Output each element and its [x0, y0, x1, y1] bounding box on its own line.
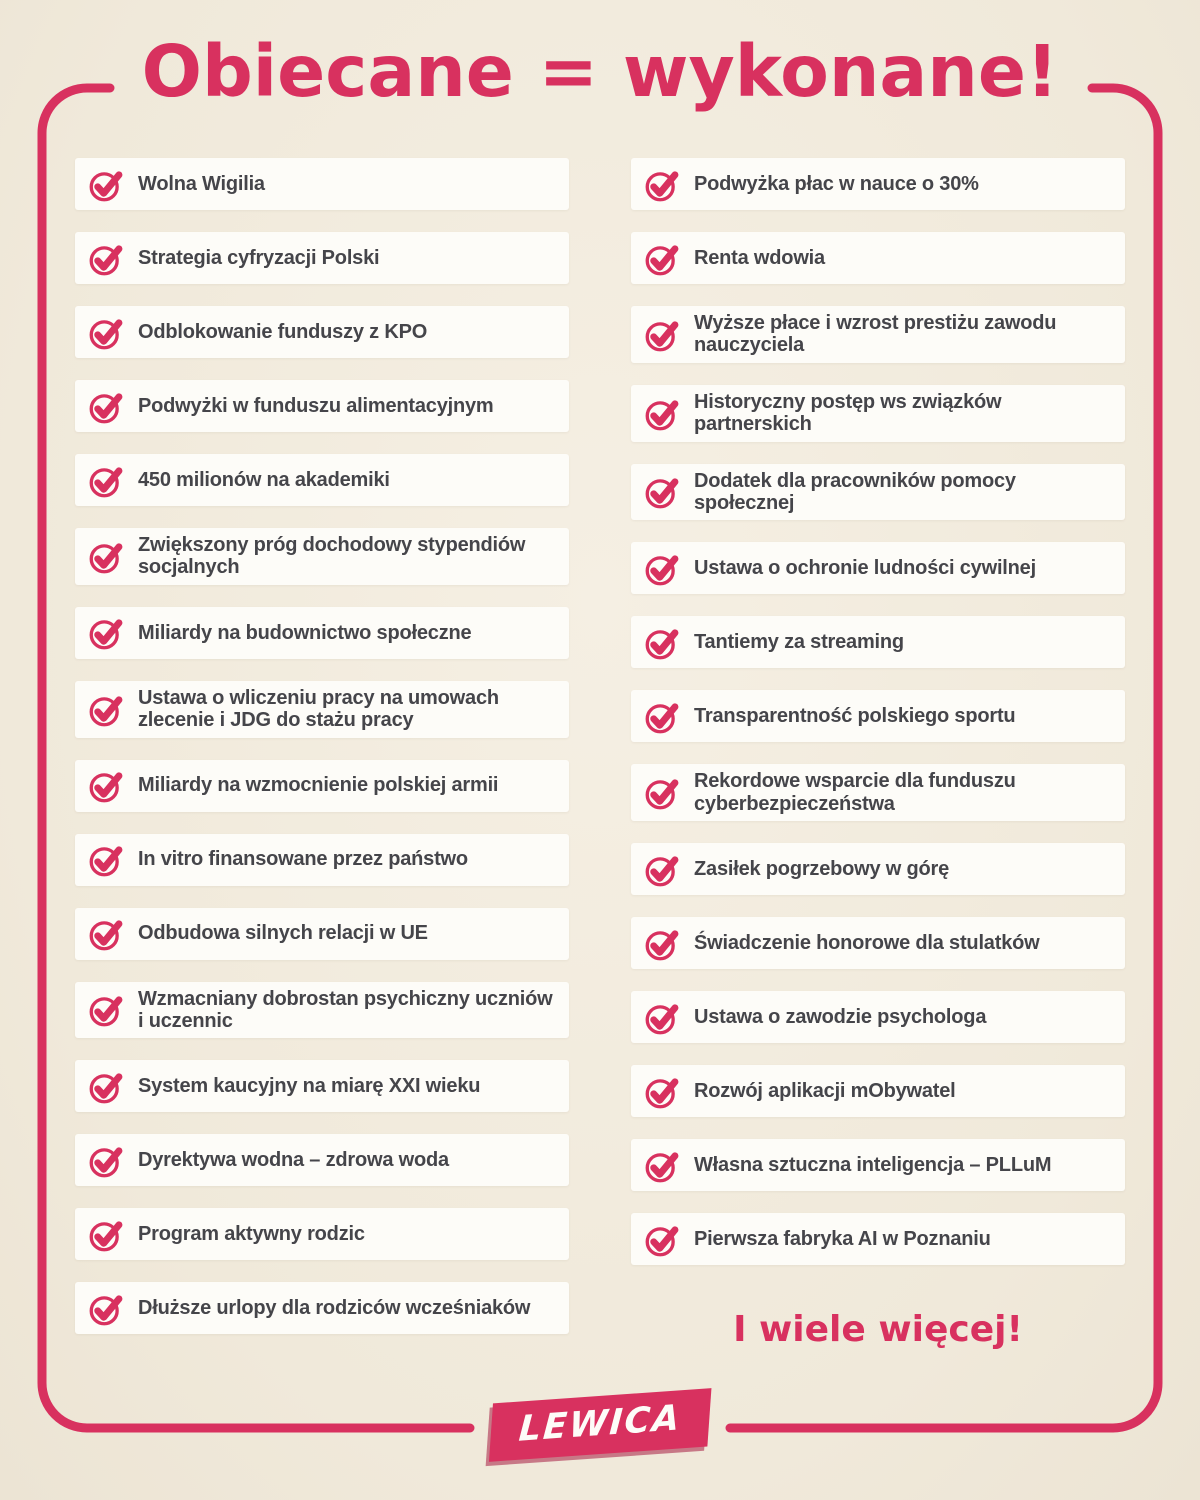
checklist-item-label: Rekordowe wsparcie dla funduszu cyberbezpieczeństwa [694, 770, 1016, 815]
checklist-item [631, 232, 1125, 284]
checklist-item [631, 542, 1125, 594]
checklist-item [631, 764, 1125, 821]
checklist-item [75, 1060, 569, 1112]
check-circle-icon [88, 767, 125, 804]
checklist-item-label: Strategia cyfryzacji Polski [138, 246, 380, 269]
checklist-item [631, 616, 1125, 668]
checklist-item-label: Miliardy na wzmocnienie polskiej armii [138, 774, 499, 797]
check-circle-icon [644, 550, 681, 587]
check-circle-icon [88, 388, 125, 425]
checklist-item [75, 760, 569, 812]
checklist-item-label: Ustawa o zawodzie psychologa [694, 1005, 987, 1028]
checklist-item [631, 306, 1125, 363]
checklist-item [75, 380, 569, 432]
checklist-item-label: Rozwój aplikacji mObywatel [694, 1079, 956, 1102]
check-circle-icon [644, 395, 681, 432]
checklist-item [631, 991, 1125, 1043]
checklist-item [75, 306, 569, 358]
checklist-item-label: Wzmacniany dobrostan psychiczny uczniów i uczennic [138, 987, 553, 1032]
check-circle-icon [88, 240, 125, 277]
checklist-item-label: Transparentność polskiego sportu [694, 705, 1016, 728]
checklist-columns [75, 158, 1125, 1350]
check-circle-icon [88, 1216, 125, 1253]
check-circle-icon [88, 991, 125, 1028]
checklist-item [75, 908, 569, 960]
checklist-item [75, 528, 569, 585]
checklist-item [75, 834, 569, 886]
checklist-item [631, 385, 1125, 442]
checklist-item [75, 1208, 569, 1260]
check-circle-icon [88, 1290, 125, 1327]
checklist-item [631, 690, 1125, 742]
check-circle-icon [88, 691, 125, 728]
lewica-logo: LEWICA [489, 1388, 711, 1462]
checklist-item [631, 464, 1125, 521]
check-circle-icon [88, 314, 125, 351]
checklist-item [631, 1139, 1125, 1191]
checklist-item [631, 1213, 1125, 1265]
check-circle-icon [88, 841, 125, 878]
checklist-item [75, 1282, 569, 1334]
check-circle-icon [88, 462, 125, 499]
check-circle-icon [88, 915, 125, 952]
check-circle-icon [644, 316, 681, 353]
checklist-item-label: Świadczenie honorowe dla stulatków [694, 931, 1040, 954]
checklist-item-label: System kaucyjny na miarę XXI wieku [138, 1075, 481, 1098]
page-title: Obiecane = wykonane! [141, 30, 1059, 113]
checklist-item-label: Zasiłek pogrzebowy w górę [694, 857, 950, 880]
left-column [75, 158, 569, 1334]
checklist-item-label: Ustawa o ochronie ludności cywilnej [694, 557, 1036, 580]
checklist-item-label: Historyczny postęp ws związków partnerskich [694, 390, 1002, 436]
checklist-item [75, 607, 569, 659]
check-circle-icon [644, 240, 681, 277]
check-circle-icon [644, 473, 681, 510]
check-circle-icon [644, 1147, 681, 1184]
right-column [631, 158, 1125, 1350]
check-circle-icon [644, 624, 681, 661]
check-circle-icon [88, 614, 125, 651]
checklist-item-label: In vitro finansowane przez państwo [138, 848, 468, 871]
checklist-item [631, 917, 1125, 969]
checklist-item-label: Wolna Wigilia [138, 172, 265, 195]
checklist-item [75, 158, 569, 210]
check-circle-icon [644, 1221, 681, 1258]
checklist-item [75, 1134, 569, 1186]
checklist-item-label: Podwyżki w funduszu alimentacyjnym [138, 394, 494, 417]
checklist-item-label: 450 milionów na akademiki [138, 468, 390, 491]
check-circle-icon [88, 166, 125, 203]
check-circle-icon [88, 538, 125, 575]
check-circle-icon [644, 774, 681, 811]
checklist-item [631, 158, 1125, 210]
more-label: I wiele więcej! [733, 1309, 1023, 1351]
checklist-item-label: Odbudowa silnych relacji w UE [138, 922, 428, 945]
checklist-item [75, 982, 569, 1039]
check-circle-icon [644, 698, 681, 735]
check-circle-icon [88, 1068, 125, 1105]
check-circle-icon [644, 851, 681, 888]
checklist-item-label: Renta wdowia [694, 246, 825, 269]
checklist-item-label: Pierwsza fabryka AI w Poznaniu [694, 1227, 991, 1250]
checklist-item-label: Wyższe płace i wzrost prestiżu zawodu nauczyciela [694, 312, 1057, 357]
checklist-item-label: Dyrektywa wodna – zdrowa woda [138, 1149, 449, 1172]
checklist-item-label: Dłuższe urlopy dla rodziców wcześniaków [138, 1297, 531, 1320]
checklist-item-label: Podwyżka płac w nauce o 30% [694, 172, 979, 195]
checklist-item [75, 454, 569, 506]
checklist-item-label: Miliardy na budownictwo społeczne [138, 621, 472, 644]
checklist-item [631, 843, 1125, 895]
checklist-item-label: Program aktywny rodzic [138, 1223, 365, 1246]
checklist-item [75, 681, 569, 738]
checklist-item [75, 232, 569, 284]
checklist-item-label: Odblokowanie funduszy z KPO [138, 320, 428, 343]
check-circle-icon [644, 999, 681, 1036]
check-circle-icon [88, 1142, 125, 1179]
check-circle-icon [644, 925, 681, 962]
checklist-item-label: Zwiększony próg dochodowy stypendiów socjalnych [138, 534, 526, 579]
checklist-item-label: Dodatek dla pracowników pomocy społecznej [694, 469, 1016, 514]
check-circle-icon [644, 1073, 681, 1110]
checklist-item-label: Tantiemy za streaming [694, 631, 904, 654]
checklist-item-label: Ustawa o wliczeniu pracy na umowach zlecenie i JDG do stażu pracy [138, 686, 499, 732]
checklist-item [631, 1065, 1125, 1117]
check-circle-icon [644, 166, 681, 203]
checklist-item-label: Własna sztuczna inteligencja – PLLuM [694, 1153, 1052, 1176]
